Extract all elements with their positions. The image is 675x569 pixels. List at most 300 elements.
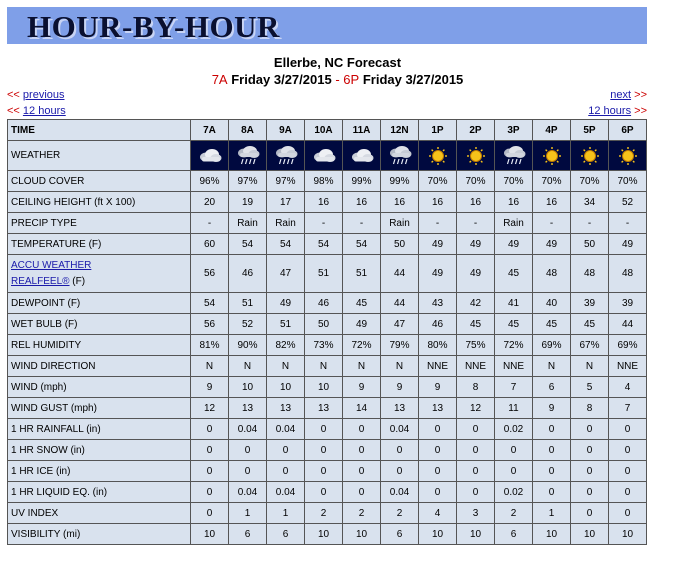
table-cell: NNE xyxy=(457,356,495,377)
table-cell: 72% xyxy=(495,335,533,356)
table-cell: - xyxy=(419,213,457,234)
table-cell: 39 xyxy=(609,293,647,314)
table-cell: 44 xyxy=(381,293,419,314)
table-cell: 49 xyxy=(609,234,647,255)
page-banner xyxy=(7,7,647,44)
table-cell: 13 xyxy=(229,398,267,419)
table-cell: 0 xyxy=(609,503,647,524)
table-cell: 47 xyxy=(381,314,419,335)
cloudy-icon xyxy=(191,147,228,165)
time-header-label: TIME xyxy=(8,120,191,141)
range-end-date: Friday 3/27/2015 xyxy=(362,72,464,87)
table-cell: 0 xyxy=(305,419,343,440)
table-cell: - xyxy=(457,213,495,234)
table-cell: N xyxy=(267,356,305,377)
nav-hours-prev xyxy=(7,105,66,117)
table-cell: 3 xyxy=(457,503,495,524)
table-cell: - xyxy=(609,213,647,234)
table-cell: 49 xyxy=(457,255,495,293)
table-cell: 0 xyxy=(571,503,609,524)
table-cell: 99% xyxy=(343,171,381,192)
rain-cloud-icon xyxy=(229,145,266,167)
table-cell: 70% xyxy=(571,171,609,192)
nav-previous xyxy=(7,89,65,101)
weather-icon-cell xyxy=(381,141,419,171)
table-cell: 73% xyxy=(305,335,343,356)
table-cell: 56 xyxy=(191,314,229,335)
table-row-uv-index xyxy=(8,503,647,524)
table-cell: 99% xyxy=(381,171,419,192)
table-cell: 0 xyxy=(457,440,495,461)
table-cell: 0.02 xyxy=(495,419,533,440)
table-cell: Rain xyxy=(381,213,419,234)
range-start-date: Friday 3/27/2015 xyxy=(231,72,332,87)
cloudy-icon xyxy=(343,147,380,165)
row-label: UV INDEX xyxy=(8,503,191,524)
table-cell: 44 xyxy=(381,255,419,293)
table-cell: 0.02 xyxy=(495,482,533,503)
table-cell: 54 xyxy=(229,234,267,255)
table-cell: 45 xyxy=(571,314,609,335)
range-start-time: 7A xyxy=(211,72,228,87)
table-cell: 9 xyxy=(533,398,571,419)
table-cell: 0 xyxy=(305,482,343,503)
page-title: HOUR-BY-HOUR xyxy=(27,9,280,44)
table-cell: 6 xyxy=(533,377,571,398)
table-header-row xyxy=(8,120,647,141)
table-cell: 54 xyxy=(267,234,305,255)
table-row-ceiling-height-ft-x-100 xyxy=(8,192,647,213)
table-cell: 40 xyxy=(533,293,571,314)
table-cell: 0 xyxy=(571,440,609,461)
weather-row xyxy=(8,141,647,171)
table-cell: 48 xyxy=(571,255,609,293)
table-cell: 51 xyxy=(229,293,267,314)
row-label: REL HUMIDITY xyxy=(8,335,191,356)
table-cell: 19 xyxy=(229,192,267,213)
table-cell: 97% xyxy=(267,171,305,192)
table-cell: 56 xyxy=(191,255,229,293)
weather-icon-cell xyxy=(609,141,647,171)
table-cell: 16 xyxy=(533,192,571,213)
next-link[interactable]: next xyxy=(610,89,632,101)
table-cell: 80% xyxy=(419,335,457,356)
hour-header-cell: 8A xyxy=(229,120,267,141)
table-cell: 45 xyxy=(533,314,571,335)
table-cell: 0 xyxy=(609,440,647,461)
table-cell: 46 xyxy=(419,314,457,335)
table-cell: 67% xyxy=(571,335,609,356)
table-cell: 9 xyxy=(191,377,229,398)
table-cell: N xyxy=(305,356,343,377)
table-cell: 6 xyxy=(267,524,305,545)
row-label: VISIBILITY (mi) xyxy=(8,524,191,545)
table-cell: 2 xyxy=(381,503,419,524)
hour-header-cell: 7A xyxy=(191,120,229,141)
table-cell: 2 xyxy=(495,503,533,524)
table-cell: 51 xyxy=(305,255,343,293)
row-label: CLOUD COVER xyxy=(8,171,191,192)
table-cell: 0 xyxy=(419,440,457,461)
weather-icon-cell xyxy=(533,141,571,171)
table-cell: NNE xyxy=(495,356,533,377)
table-cell: 70% xyxy=(419,171,457,192)
weather-icon-cell xyxy=(343,141,381,171)
table-row-visibility-mi xyxy=(8,524,647,545)
table-cell: 0 xyxy=(419,482,457,503)
row-label: PRECIP TYPE xyxy=(8,213,191,234)
table-cell: 0 xyxy=(609,482,647,503)
table-cell: 49 xyxy=(457,234,495,255)
rain-cloud-icon xyxy=(267,145,304,167)
table-cell: N xyxy=(229,356,267,377)
table-cell: 45 xyxy=(457,314,495,335)
table-cell: 16 xyxy=(305,192,343,213)
table-cell: 45 xyxy=(495,314,533,335)
table-cell: 0 xyxy=(343,461,381,482)
table-cell: 72% xyxy=(343,335,381,356)
table-cell: 49 xyxy=(419,234,457,255)
rain-cloud-icon xyxy=(381,145,418,167)
table-cell: 16 xyxy=(381,192,419,213)
table-cell: 0 xyxy=(419,419,457,440)
hour-header-cell: 9A xyxy=(267,120,305,141)
table-cell: 70% xyxy=(533,171,571,192)
table-cell: 98% xyxy=(305,171,343,192)
hour-header-cell: 12N xyxy=(381,120,419,141)
hours-prev-arrows: << xyxy=(7,105,20,117)
table-cell: 0 xyxy=(305,440,343,461)
table-row-wind-mph xyxy=(8,377,647,398)
row-label: WIND (mph) xyxy=(8,377,191,398)
table-cell: 6 xyxy=(381,524,419,545)
table-cell: 50 xyxy=(381,234,419,255)
realfeel-label xyxy=(8,255,191,293)
table-cell: - xyxy=(533,213,571,234)
table-cell: 0 xyxy=(191,482,229,503)
hour-header-cell: 3P xyxy=(495,120,533,141)
hour-header-cell: 11A xyxy=(343,120,381,141)
table-row-1-hr-ice-in xyxy=(8,461,647,482)
table-cell: 60 xyxy=(191,234,229,255)
table-cell: 4 xyxy=(419,503,457,524)
table-cell: 8 xyxy=(571,398,609,419)
table-cell: 16 xyxy=(343,192,381,213)
weather-icon-cell xyxy=(305,141,343,171)
table-cell: 10 xyxy=(343,524,381,545)
table-cell: 45 xyxy=(495,255,533,293)
hourly-forecast-table xyxy=(7,119,647,545)
nav-hours-next xyxy=(588,105,647,117)
previous-arrows: << xyxy=(7,89,20,101)
table-cell: 13 xyxy=(381,398,419,419)
weather-label: WEATHER xyxy=(8,141,191,171)
hour-header-cell: 1P xyxy=(419,120,457,141)
range-end-time: 6P xyxy=(343,72,360,87)
forecast-location: Ellerbe, NC Forecast xyxy=(273,55,402,70)
table-cell: 54 xyxy=(191,293,229,314)
sun-icon xyxy=(533,146,570,166)
table-cell: 69% xyxy=(609,335,647,356)
table-cell: 16 xyxy=(457,192,495,213)
row-label: 1 HR ICE (in) xyxy=(8,461,191,482)
table-cell: 0 xyxy=(343,419,381,440)
table-cell: 0 xyxy=(533,440,571,461)
table-cell: N xyxy=(381,356,419,377)
table-cell: 13 xyxy=(267,398,305,419)
table-cell: 52 xyxy=(609,192,647,213)
hour-header-cell: 6P xyxy=(609,120,647,141)
table-row-wind-gust-mph xyxy=(8,398,647,419)
table-cell: 42 xyxy=(457,293,495,314)
table-cell: 0 xyxy=(457,482,495,503)
table-cell: 51 xyxy=(343,255,381,293)
table-cell: 50 xyxy=(305,314,343,335)
table-cell: 16 xyxy=(495,192,533,213)
table-cell: 0 xyxy=(533,482,571,503)
table-cell: 0.04 xyxy=(381,482,419,503)
table-cell: 14 xyxy=(343,398,381,419)
table-cell: 49 xyxy=(343,314,381,335)
row-label: CEILING HEIGHT (ft X 100) xyxy=(8,192,191,213)
table-cell: 54 xyxy=(305,234,343,255)
hours-next-link[interactable]: 12 hours xyxy=(588,105,632,117)
table-cell: 75% xyxy=(457,335,495,356)
table-cell: 0 xyxy=(191,440,229,461)
table-cell: 9 xyxy=(343,377,381,398)
table-cell: 46 xyxy=(305,293,343,314)
table-cell: 0.04 xyxy=(267,482,305,503)
table-cell: 34 xyxy=(571,192,609,213)
table-cell: 7 xyxy=(495,377,533,398)
range-separator: - xyxy=(335,72,340,87)
nav-next xyxy=(610,89,647,101)
weather-icon-cell xyxy=(571,141,609,171)
table-cell: 0 xyxy=(191,461,229,482)
table-cell: 10 xyxy=(419,524,457,545)
hours-next-arrows: >> xyxy=(634,105,647,117)
hour-header-cell: 4P xyxy=(533,120,571,141)
table-cell: 52 xyxy=(229,314,267,335)
table-cell: 0 xyxy=(533,419,571,440)
table-cell: N xyxy=(343,356,381,377)
row-label: TEMPERATURE (F) xyxy=(8,234,191,255)
table-cell: 49 xyxy=(419,255,457,293)
table-cell: 0 xyxy=(457,419,495,440)
table-cell: 49 xyxy=(267,293,305,314)
table-cell: Rain xyxy=(495,213,533,234)
table-cell: 0 xyxy=(343,482,381,503)
table-cell: 96% xyxy=(191,171,229,192)
table-cell: 81% xyxy=(191,335,229,356)
realfeel-link-line2[interactable]: REALFEEL® xyxy=(11,275,70,287)
table-cell: 54 xyxy=(343,234,381,255)
table-cell: 0 xyxy=(381,440,419,461)
sun-icon xyxy=(609,146,646,166)
table-cell: 11 xyxy=(495,398,533,419)
cloudy-icon xyxy=(305,147,342,165)
table-cell: NNE xyxy=(609,356,647,377)
row-label: 1 HR SNOW (in) xyxy=(8,440,191,461)
table-cell: 16 xyxy=(419,192,457,213)
table-cell: 70% xyxy=(495,171,533,192)
table-cell: 70% xyxy=(457,171,495,192)
table-cell: 0 xyxy=(229,440,267,461)
table-cell: 9 xyxy=(381,377,419,398)
weather-icon-cell xyxy=(267,141,305,171)
table-cell: 0 xyxy=(495,440,533,461)
table-row-1-hr-liquid-eq-in xyxy=(8,482,647,503)
table-cell: 44 xyxy=(609,314,647,335)
table-cell: 45 xyxy=(343,293,381,314)
table-cell: 0 xyxy=(229,461,267,482)
table-cell: 13 xyxy=(419,398,457,419)
table-cell: 0 xyxy=(343,440,381,461)
table-cell: 5 xyxy=(571,377,609,398)
table-cell: 0 xyxy=(267,461,305,482)
table-cell: 20 xyxy=(191,192,229,213)
table-row-precip-type xyxy=(8,213,647,234)
table-cell: 0 xyxy=(267,440,305,461)
forecast-range xyxy=(0,72,675,87)
table-cell: 2 xyxy=(343,503,381,524)
table-cell: Rain xyxy=(267,213,305,234)
row-label: WIND DIRECTION xyxy=(8,356,191,377)
sun-icon xyxy=(419,146,456,166)
table-row-1-hr-rainfall-in xyxy=(8,419,647,440)
table-cell: 10 xyxy=(229,377,267,398)
weather-icon-cell xyxy=(457,141,495,171)
row-label: WET BULB (F) xyxy=(8,314,191,335)
table-cell: N xyxy=(191,356,229,377)
previous-link[interactable]: previous xyxy=(22,89,65,101)
table-row-wind-direction xyxy=(8,356,647,377)
realfeel-suffix: (F) xyxy=(72,275,86,287)
table-cell: 6 xyxy=(495,524,533,545)
table-cell: 0.04 xyxy=(229,482,267,503)
weather-icon-cell xyxy=(191,141,229,171)
table-cell: 6 xyxy=(229,524,267,545)
row-label: DEWPOINT (F) xyxy=(8,293,191,314)
realfeel-link-line1[interactable]: ACCU WEATHER xyxy=(11,259,92,271)
table-cell: 46 xyxy=(229,255,267,293)
table-cell: 10 xyxy=(267,377,305,398)
table-cell: 49 xyxy=(533,234,571,255)
table-cell: 1 xyxy=(267,503,305,524)
table-row-realfeel xyxy=(8,255,647,293)
table-cell: 70% xyxy=(609,171,647,192)
sun-icon xyxy=(457,146,494,166)
table-row-dewpoint-f xyxy=(8,293,647,314)
table-cell: 82% xyxy=(267,335,305,356)
weather-icon-cell xyxy=(419,141,457,171)
table-cell: 12 xyxy=(457,398,495,419)
table-cell: 79% xyxy=(381,335,419,356)
rain-cloud-icon xyxy=(495,145,532,167)
table-cell: 47 xyxy=(267,255,305,293)
row-label: 1 HR LIQUID EQ. (in) xyxy=(8,482,191,503)
weather-icon-cell xyxy=(495,141,533,171)
table-cell: 39 xyxy=(571,293,609,314)
table-cell: N xyxy=(571,356,609,377)
table-cell: Rain xyxy=(229,213,267,234)
table-cell: 51 xyxy=(267,314,305,335)
table-cell: 10 xyxy=(571,524,609,545)
table-cell: 0.04 xyxy=(229,419,267,440)
table-cell: 10 xyxy=(305,524,343,545)
hour-header-cell: 2P xyxy=(457,120,495,141)
table-cell: 0 xyxy=(191,419,229,440)
table-cell: 0 xyxy=(305,461,343,482)
table-cell: 48 xyxy=(533,255,571,293)
table-cell: - xyxy=(571,213,609,234)
table-cell: 8 xyxy=(457,377,495,398)
table-cell: 0 xyxy=(533,461,571,482)
table-cell: 0.04 xyxy=(267,419,305,440)
table-row-1-hr-snow-in xyxy=(8,440,647,461)
table-cell: 1 xyxy=(229,503,267,524)
table-cell: 41 xyxy=(495,293,533,314)
table-cell: - xyxy=(305,213,343,234)
hours-prev-link[interactable]: 12 hours xyxy=(22,105,66,117)
sun-icon xyxy=(571,146,608,166)
table-cell: 69% xyxy=(533,335,571,356)
table-cell: - xyxy=(343,213,381,234)
table-cell: 0 xyxy=(571,482,609,503)
table-cell: N xyxy=(533,356,571,377)
table-cell: 10 xyxy=(609,524,647,545)
hour-header-cell: 10A xyxy=(305,120,343,141)
table-cell: 48 xyxy=(609,255,647,293)
table-cell: 10 xyxy=(533,524,571,545)
table-cell: 10 xyxy=(191,524,229,545)
table-row-temperature-f xyxy=(8,234,647,255)
table-cell: 13 xyxy=(305,398,343,419)
table-cell: 7 xyxy=(609,398,647,419)
table-cell: 90% xyxy=(229,335,267,356)
table-row-cloud-cover xyxy=(8,171,647,192)
table-cell: 10 xyxy=(457,524,495,545)
table-cell: 1 xyxy=(533,503,571,524)
table-cell: 0 xyxy=(609,461,647,482)
table-cell: 2 xyxy=(305,503,343,524)
table-row-rel-humidity xyxy=(8,335,647,356)
table-row-wet-bulb-f xyxy=(8,314,647,335)
table-cell: 97% xyxy=(229,171,267,192)
next-arrows: >> xyxy=(634,89,647,101)
table-cell: 0 xyxy=(191,503,229,524)
table-cell: NNE xyxy=(419,356,457,377)
table-cell: 0 xyxy=(571,419,609,440)
table-cell: 49 xyxy=(495,234,533,255)
table-cell: 0.04 xyxy=(381,419,419,440)
table-cell: 4 xyxy=(609,377,647,398)
table-cell: 9 xyxy=(419,377,457,398)
table-cell: 0 xyxy=(457,461,495,482)
table-cell: 0 xyxy=(419,461,457,482)
table-cell: 12 xyxy=(191,398,229,419)
weather-icon-cell xyxy=(229,141,267,171)
table-cell: 50 xyxy=(571,234,609,255)
table-cell: 0 xyxy=(381,461,419,482)
hour-header-cell: 5P xyxy=(571,120,609,141)
row-label: 1 HR RAINFALL (in) xyxy=(8,419,191,440)
table-cell: 43 xyxy=(419,293,457,314)
table-cell: 17 xyxy=(267,192,305,213)
table-cell: 0 xyxy=(495,461,533,482)
table-cell: 0 xyxy=(571,461,609,482)
table-cell: - xyxy=(191,213,229,234)
